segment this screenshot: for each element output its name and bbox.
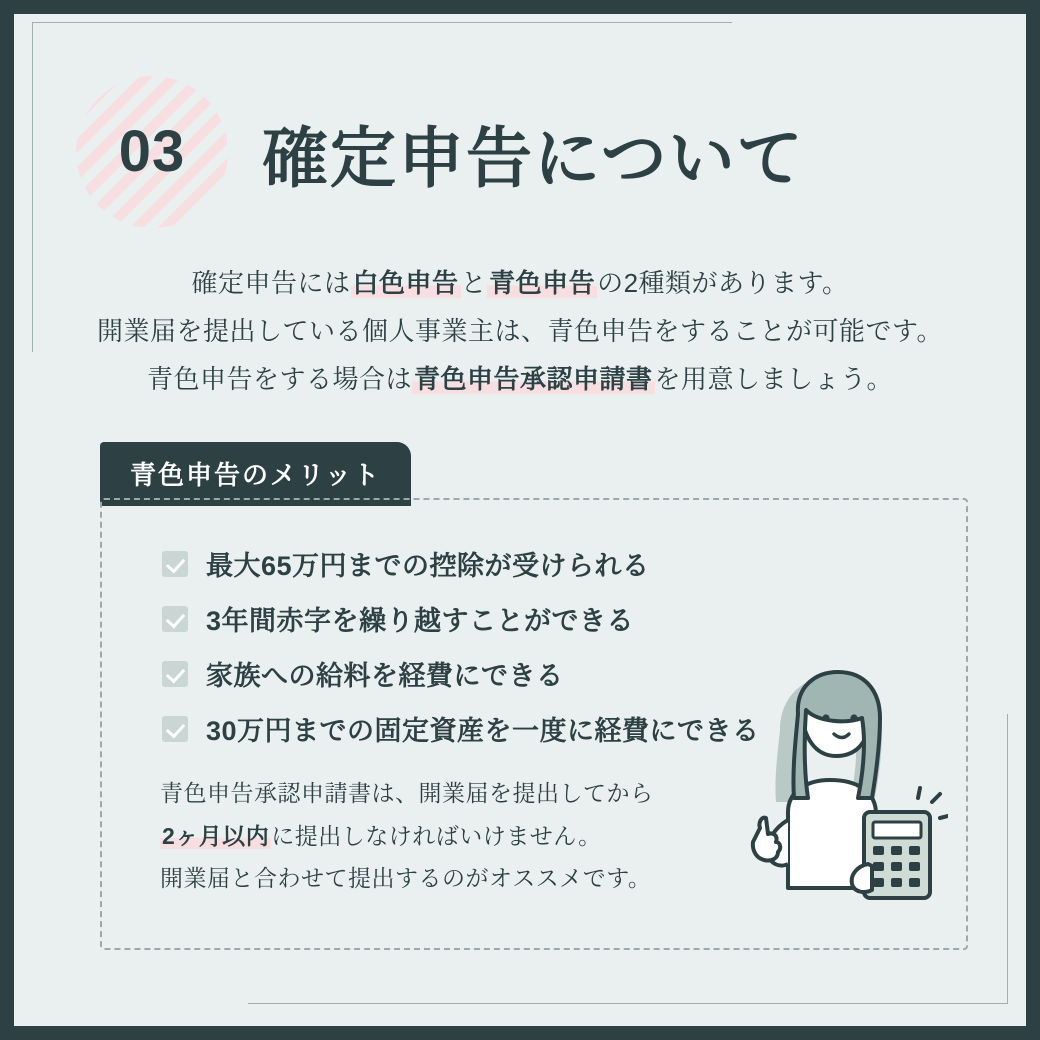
merit-box (100, 498, 968, 950)
note-paragraph (160, 772, 654, 900)
check-icon (162, 716, 188, 742)
lead-line-3 (14, 355, 1026, 403)
list-item-label: 家族への給料を経費にできる (206, 661, 564, 691)
list-item (162, 654, 760, 693)
lead-line-1 (14, 259, 1026, 307)
merit-checklist (162, 544, 760, 764)
list-item (162, 544, 760, 583)
note-line-2 (160, 815, 654, 858)
lead-line-3-a: 青色申告をする場合は (146, 364, 412, 395)
note-line-2-b: に提出しなければいけません。 (271, 822, 602, 849)
frame-line-bottom (248, 1003, 1008, 1004)
keyword-shiroiro: 白色申告 (352, 268, 459, 298)
list-item-label: 30万円までの固定資産を一度に経費にできる (206, 716, 760, 746)
section-number: 03 (118, 119, 186, 184)
note-line-3: 開業届と合わせて提出するのがオススメです。 (160, 865, 652, 892)
merit-tab-label: 青色申告のメリット (100, 442, 411, 506)
section-number-badge (76, 76, 228, 228)
page-title: 確定申告について (262, 120, 805, 195)
frame-line-top (32, 22, 732, 23)
keyword-two-months: 2ヶ月以内 (162, 822, 270, 849)
list-item (162, 709, 760, 748)
lead-line-1-e: の2種類があります。 (597, 268, 849, 298)
frame-line-right (1007, 714, 1008, 1004)
lead-line-2: 開業届を提出している個人事業主は、青色申告をすることが可能です。 (97, 316, 943, 347)
lead-line-1-a: 確定申告には (191, 268, 351, 298)
poster-inner (14, 14, 1026, 1026)
woman-with-calculator-illustration (718, 652, 948, 902)
list-item (162, 599, 760, 638)
header (76, 76, 805, 228)
list-item-label: 最大65万円までの控除が受けられる (206, 551, 650, 581)
check-icon (162, 661, 188, 687)
list-item-label: 3年間赤字を繰り越すことができる (206, 606, 635, 636)
keyword-aoiro: 青色申告 (489, 268, 596, 298)
note-line-1: 青色申告承認申請書は、開業届を提出してから (160, 780, 654, 806)
check-icon (162, 606, 188, 632)
check-icon (162, 551, 188, 577)
lead-line-3-c: を用意しましょう。 (654, 364, 894, 395)
lead-line-1-c: と (460, 268, 488, 298)
lead-paragraph (14, 259, 1026, 403)
keyword-shinseisho: 青色申告承認申請書 (413, 364, 653, 395)
